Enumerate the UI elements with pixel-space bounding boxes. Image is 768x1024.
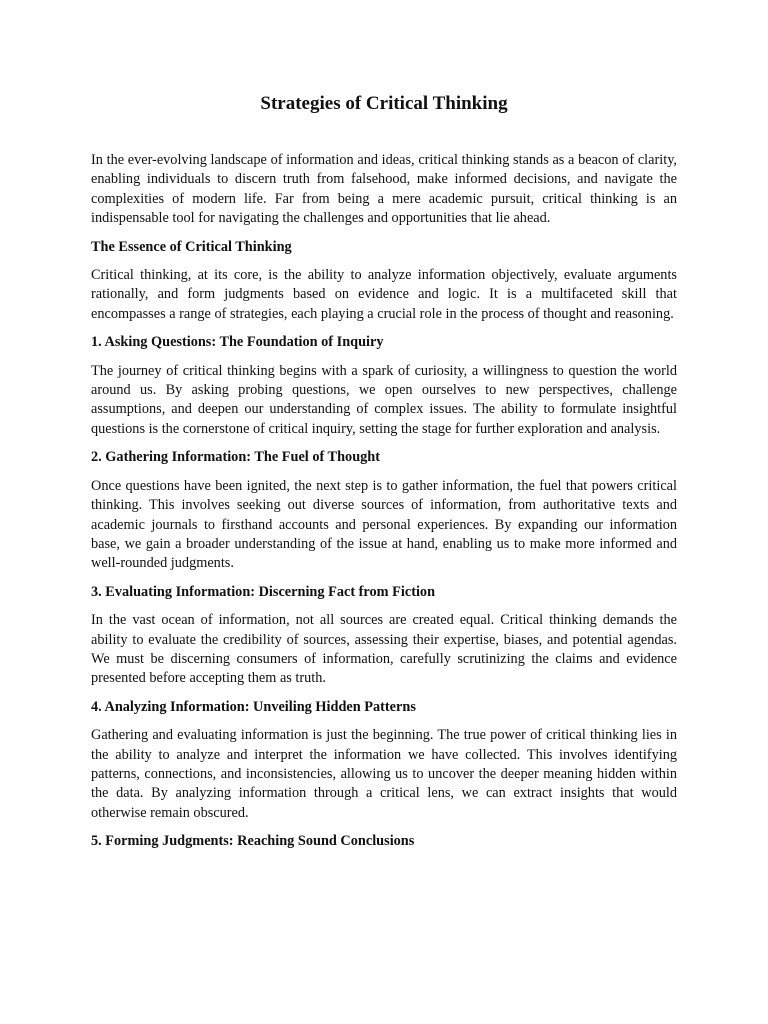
section-heading-evaluating-information: 3. Evaluating Information: Discerning Fact from Fiction	[91, 583, 436, 600]
section-heading-gathering-information: 2. Gathering Information: The Fuel of Thought	[91, 449, 381, 466]
section-body-analyzing-information: Gathering and evaluating information is just the beginning. The true power of critical thinking lies in the ability to analyze and interpret the information we have collected. This involves identifying patterns, connections, and inconsistencies, allowing us to uncover the deeper meaning hidden within the data. By analyzing information through a critical lens, we can extract insights that would otherwise remain obscured.	[91, 727, 677, 821]
section-body-gathering-information: Once questions have been ignited, the next step is to gather information, the fuel that powers critical thinking. This involves seeking out diverse sources of information, from authoritative texts and academic journals to firsthand accounts and personal experiences. By expanding our information base, we gain a broader understanding of the issue at hand, enabling us to make more informed and well-rounded judgments.	[91, 477, 677, 572]
section-heading-asking-questions: 1. Asking Questions: The Foundation of Inquiry	[91, 334, 384, 351]
section-body-asking-questions: The journey of critical thinking begins with a spark of curiosity, a willingness to question the world around us. By asking probing questions, we open ourselves to new perspectives, challenge assumptions, and deepen our understanding of complex issues. The ability to formulate insightful questions is the cornerstone of critical inquiry, setting the stage for further exploration and analysis.	[91, 362, 677, 437]
document-title: Strategies of Critical Thinking	[260, 93, 508, 114]
section-heading-essence: The Essence of Critical Thinking	[91, 238, 292, 255]
section-body-essence: Critical thinking, at its core, is the ability to analyze information objectively, evaluate arguments rationally, and form judgments based on evidence and logic. It is a multifaceted skill that encompasses a range of strategies, each playing a crucial role in the process of thought and reasoning.	[91, 267, 677, 322]
section-body-evaluating-information: In the vast ocean of information, not all sources are created equal. Critical thinking demands the ability to evaluate the credibility of sources, assessing their expertise, biases, and potential agendas. We must be discerning consumers of information, carefully scrutinizing the claims and evidence presented before accepting them as truth.	[91, 612, 677, 687]
intro-paragraph: In the ever-evolving landscape of information and ideas, critical thinking stands as a beacon of clarity, enabling individuals to discern truth from falsehood, make informed decisions, and navigate the complexities of modern life. Far from being a mere academic pursuit, critical thinking is an indispensable tool for navigating the challenges and opportunities that lie ahead.	[91, 152, 677, 227]
section-heading-forming-judgments: 5. Forming Judgments: Reaching Sound Conclusions	[91, 833, 415, 850]
section-heading-analyzing-information: 4. Analyzing Information: Unveiling Hidden Patterns	[91, 698, 416, 715]
